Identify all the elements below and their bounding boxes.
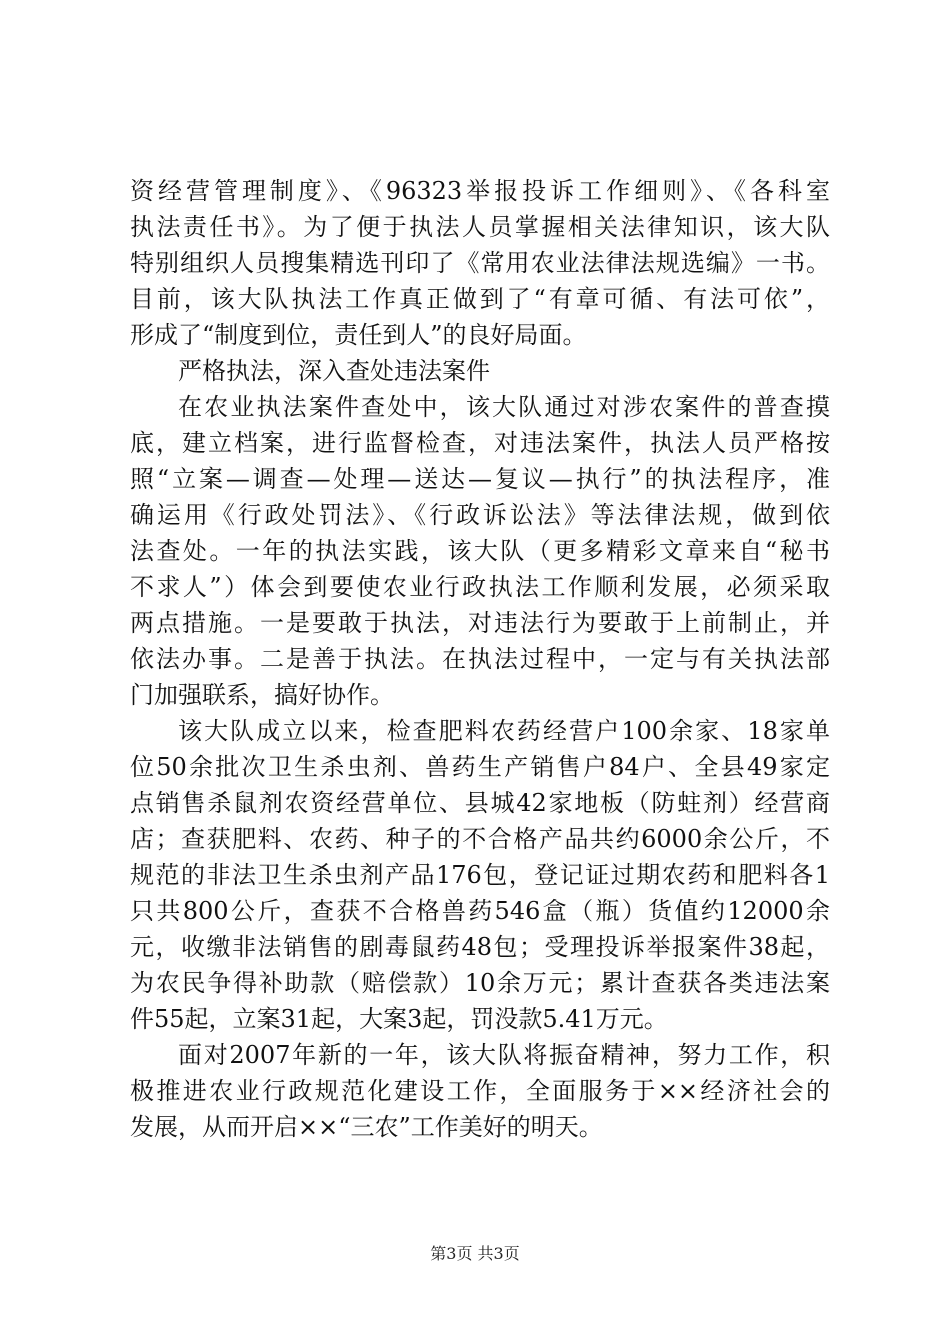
page-footer: 第3页 共3页 [430, 1244, 520, 1263]
body-line: 门加强联系，搞好协作。 [130, 681, 394, 709]
body-line: 面对2007年新的一年，该大队将振奋精神，努力工作，积 [178, 1041, 830, 1069]
body-line: 位50余批次卫生杀虫剂、兽药生产销售户84户、全县49家定 [130, 753, 830, 781]
body-line: 形成了“制度到位，责任到人”的良好局面。 [130, 321, 587, 349]
body-line: 资经营管理制度》、《96323举报投诉工作细则》、《各科室 [130, 177, 830, 205]
body-line: 目前，该大队执法工作真正做到了“有章可循、有法可依”， [130, 285, 830, 313]
body-line: 两点措施。一是要敢于执法，对违法行为要敢于上前制止，并 [130, 609, 830, 637]
body-line: 该大队成立以来，检查肥料农药经营户100余家、18家单 [178, 717, 830, 745]
body-line: 法查处。一年的执法实践，该大队（更多精彩文章来自“秘书 [130, 537, 830, 565]
body-line: 不求人”）体会到要使农业行政执法工作顺利发展，必须采取 [130, 573, 830, 601]
body-line: 底，建立档案，进行监督检查，对违法案件，执法人员严格按 [130, 429, 830, 457]
body-line: 点销售杀鼠剂农资经营单位、县城42家地板（防蛀剂）经营商 [130, 789, 830, 817]
document-body [130, 173, 830, 1145]
body-line: 依法办事。二是善于执法。在执法过程中，一定与有关执法部 [130, 645, 830, 673]
body-line: 严格执法，深入查处违法案件 [178, 357, 490, 385]
body-line: 件55起，立案31起，大案3起，罚没款5.41万元。 [130, 1005, 668, 1033]
body-line: 为农民争得补助款（赔偿款）10余万元；累计查获各类违法案 [130, 969, 830, 997]
body-line: 在农业执法案件查处中，该大队通过对涉农案件的普查摸 [178, 393, 830, 421]
body-line: 执法责任书》。为了便于执法人员掌握相关法律知识，该大队 [130, 213, 830, 241]
body-line: 特别组织人员搜集精选刊印了《常用农业法律法规选编》一书。 [130, 249, 830, 277]
body-line: 只共800公斤，查获不合格兽药546盒（瓶）货值约12000余 [130, 897, 830, 925]
body-line: 极推进农业行政规范化建设工作，全面服务于××经济社会的 [130, 1077, 830, 1105]
body-line: 元，收缴非法销售的剧毒鼠药48包；受理投诉举报案件38起， [130, 933, 830, 961]
body-line: 确运用《行政处罚法》、《行政诉讼法》等法律法规，做到依 [130, 501, 830, 529]
body-line: 规范的非法卫生杀虫剂产品176包，登记证过期农药和肥料各1 [130, 861, 830, 889]
body-line: 照“立案—调查—处理—送达—复议—执行”的执法程序，准 [130, 465, 830, 493]
body-line: 发展，从而开启××“三农”工作美好的明天。 [130, 1113, 603, 1141]
body-line: 店；查获肥料、农药、种子的不合格产品共约6000余公斤，不 [130, 825, 830, 853]
